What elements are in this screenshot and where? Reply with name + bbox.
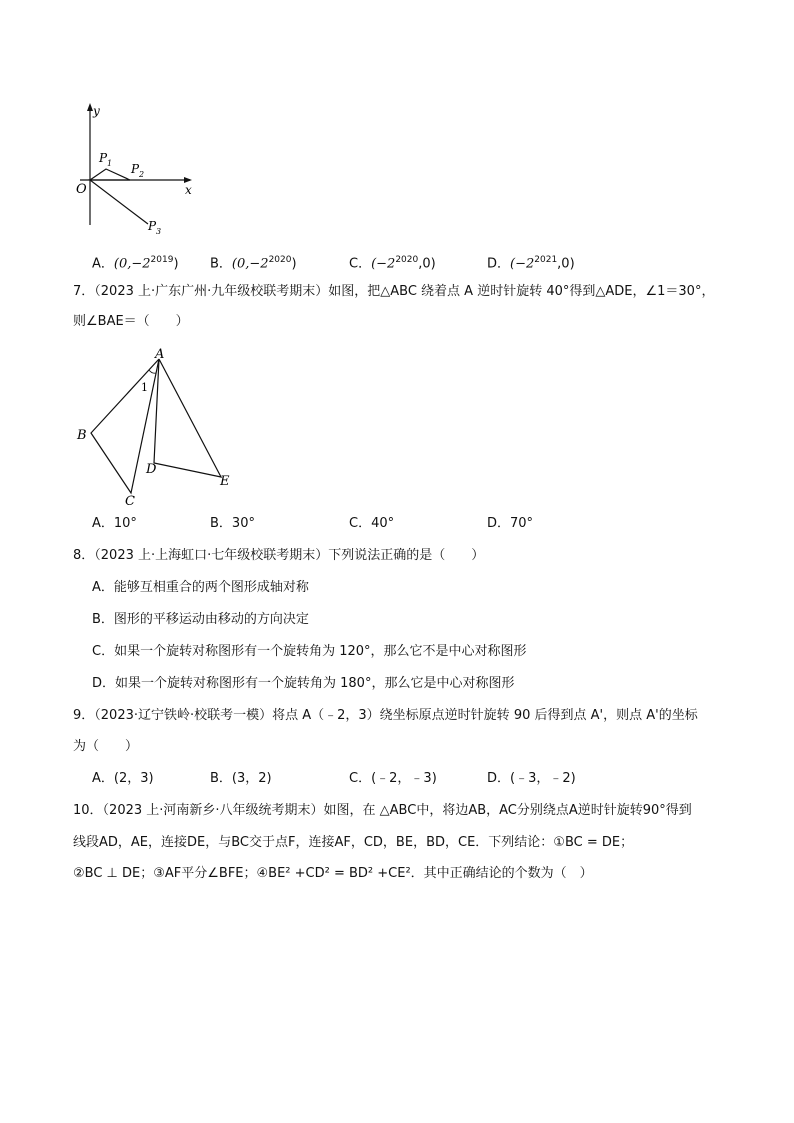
triangle-ade	[154, 359, 221, 477]
p2-subscript: 2	[139, 170, 145, 179]
coordinate-figure	[72, 100, 202, 240]
q9-stem-line1: 9．（2023·辽宁铁岭·校联考一模）将点 A（﹣2，3）绕坐标原点逆时针旋转 90 后得到点 A'，则点 A'的坐标	[73, 708, 698, 723]
q9-stem-line2: 为（ ）	[73, 739, 139, 754]
vertex-b-label: B	[77, 428, 87, 443]
q6-option-c-end: ,0)	[418, 256, 436, 272]
angle-1-arc	[149, 370, 156, 373]
q6-option-a-value: (0,−2	[113, 256, 151, 272]
q6-option-c-label: C．	[349, 256, 372, 272]
vertex-a-label: A	[155, 347, 165, 362]
q8-option-a: A．能够互相重合的两个图形成轴对称	[92, 580, 309, 595]
q6-option-b-label: B．	[210, 256, 232, 272]
q7-option-b: B．30°	[210, 516, 255, 531]
vertex-d-label: D	[146, 462, 157, 477]
q6-option-a-end: )	[173, 256, 179, 272]
p1-label: P	[99, 151, 108, 165]
p3-subscript: 3	[156, 227, 162, 236]
q10-stem-line3: ②BC ⊥ DE；③AF平分∠BFE；④BE² +CD² = BD² +CE²．其中正确结论的个数为（ ）	[73, 866, 593, 881]
q9-option-a: A．(2，3)	[92, 771, 154, 786]
p3-label: P	[148, 219, 157, 233]
q7-stem-line1: 7．（2023 上·广东广州·九年级校联考期末）如图，把△ABC 绕着点 A 逆时针旋转 40°得到△ADE，∠1＝30°，	[73, 284, 715, 299]
q10-stem-line1: 10．（2023 上·河南新乡·八年级统考期末）如图，在 △ABC中，将边AB，AC分别绕点A逆时针旋转90°得到	[73, 803, 692, 818]
q7-option-a: A．10°	[92, 516, 137, 531]
q7-stem-line2: 则∠BAE＝（ ）	[73, 314, 189, 329]
q6-option-d	[487, 250, 575, 274]
q6-option-a-label: A．	[92, 256, 114, 272]
q6-option-b	[210, 250, 297, 274]
rotation-figure	[70, 342, 240, 510]
origin-label: O	[76, 182, 87, 197]
y-axis-label: y	[93, 104, 100, 118]
q8-option-b: B．图形的平移运动由移动的方向决定	[92, 612, 309, 627]
q6-option-a	[92, 250, 179, 274]
q6-option-a-exp: 2019	[150, 255, 174, 265]
vertex-c-label: C	[125, 494, 135, 509]
q6-option-d-label: D．	[487, 256, 511, 272]
q10-stem-line2: 线段AD，AE，连接DE，与BC交于点F，连接AF，CD，BE，BD，CE．下列结论：①BC = DE；	[73, 835, 634, 850]
q9-option-c: C．(﹣2，﹣3)	[349, 771, 437, 786]
q6-option-b-exp: 2020	[268, 255, 292, 265]
q6-option-c-value: (−2	[371, 256, 396, 272]
q8-stem: 8．（2023 上·上海虹口·七年级校联考期末）下列说法正确的是（ ）	[73, 548, 485, 563]
q6-option-c	[349, 250, 436, 274]
p1-subscript: 1	[107, 159, 113, 168]
q6-option-b-end: )	[291, 256, 297, 272]
q7-option-c: C．40°	[349, 516, 395, 531]
q6-option-d-value: (−2	[510, 256, 535, 272]
p2-label: P	[131, 162, 140, 176]
q8-option-c: C．如果一个旋转对称图形有一个旋转角为 120°，那么它不是中心对称图形	[92, 644, 527, 659]
q9-option-d: D．(﹣3，﹣2)	[487, 771, 576, 786]
q6-option-d-exp: 2021	[534, 255, 558, 265]
angle-1-label: 1	[141, 381, 148, 394]
vertex-e-label: E	[220, 474, 230, 489]
q8-option-d: D．如果一个旋转对称图形有一个旋转角为 180°，那么它是中心对称图形	[92, 676, 515, 691]
q6-option-d-end: ,0)	[557, 256, 575, 272]
q7-option-d: D．70°	[487, 516, 534, 531]
x-axis-label: x	[185, 183, 192, 197]
q9-option-b: B．(3，2)	[210, 771, 272, 786]
q6-option-b-value: (0,−2	[231, 256, 269, 272]
q6-option-c-exp: 2020	[395, 255, 419, 265]
